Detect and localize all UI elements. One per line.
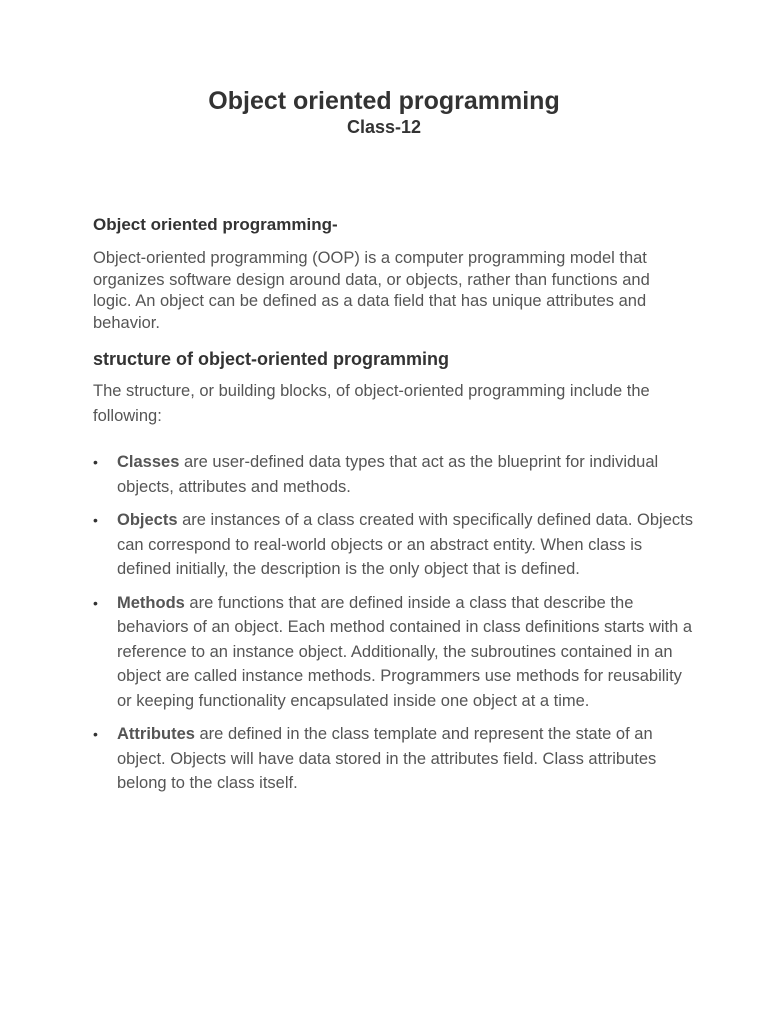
structure-heading: structure of object-oriented programming <box>93 349 450 369</box>
structure-intro-paragraph: The structure, or building blocks, of object-oriented programming include the following: <box>93 382 650 425</box>
bullet-icon: • <box>93 726 98 742</box>
section-heading-oop: Object oriented programming- <box>93 215 338 234</box>
definition-classes: are user-defined data types that act as the blueprint for individual objects, attributes and methods. <box>117 453 659 496</box>
bullet-icon: • <box>93 454 98 470</box>
term-attributes: Attributes <box>117 725 195 743</box>
definition-methods: are functions that are defined inside a class that describe the behaviors of an object. Each method contained in class definitions starts with a reference to an instance object. Additionally, the subroutines contained in an object are called instance methods. Programmers use methods for reusability or keeping functionality encapsulated inside one object at a time. <box>117 593 693 710</box>
bullet-icon: • <box>93 512 98 528</box>
list-item-objects <box>93 508 693 582</box>
document-title: Object oriented programming <box>208 87 560 115</box>
building-blocks-list <box>93 450 693 805</box>
bullet-icon: • <box>93 594 98 611</box>
term-methods: Methods <box>117 593 185 612</box>
term-classes: Classes <box>117 453 180 471</box>
list-item-attributes <box>93 722 693 796</box>
list-item-methods <box>93 591 693 714</box>
list-item-classes <box>93 450 693 499</box>
term-objects: Objects <box>117 511 178 529</box>
definition-attributes: are defined in the class template and represent the state of an object. Objects will have data stored in the attributes field. Class attributes belong to the class itself. <box>117 725 657 792</box>
definition-objects: are instances of a class created with specifically defined data. Objects can correspond to real-world objects or an abstract entity. When class is defined initially, the description is the only object that is defined. <box>117 511 693 578</box>
intro-paragraph: Object-oriented programming (OOP) is a computer programming model that organizes software design around data, or objects, rather than functions and logic. An object can be defined as a data field that has unique attributes and behavior. <box>93 249 650 332</box>
document-subtitle: Class-12 <box>346 117 422 137</box>
